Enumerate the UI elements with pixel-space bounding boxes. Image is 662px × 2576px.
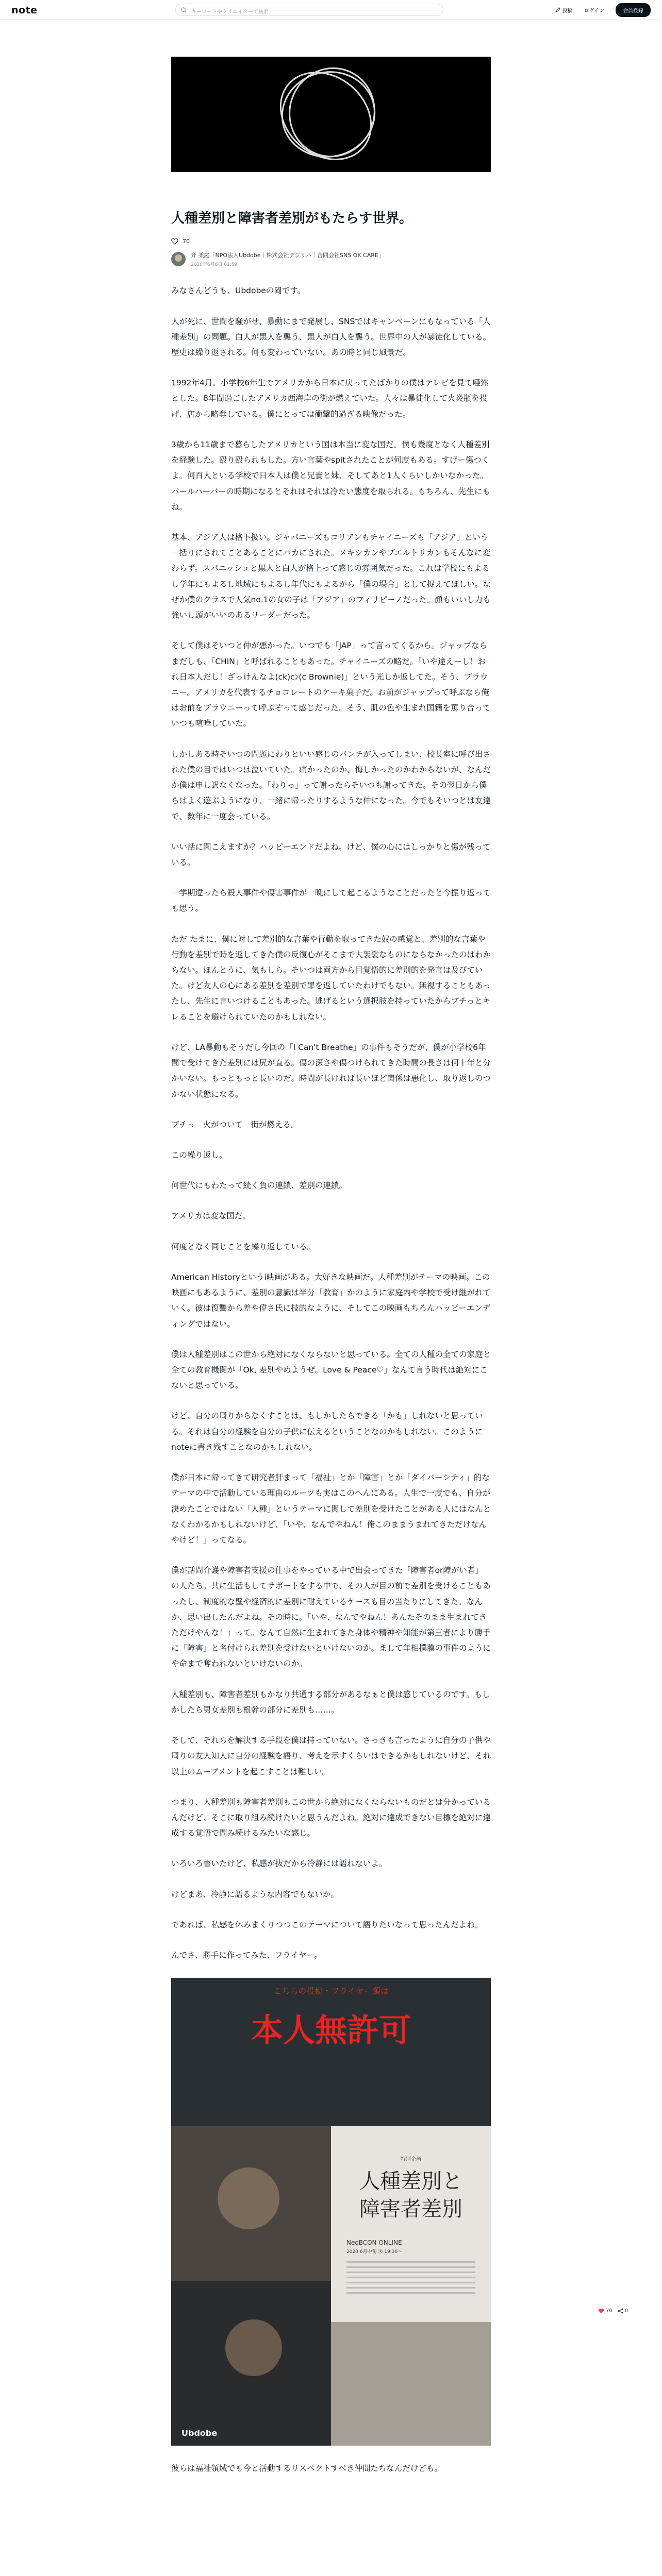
paragraph: いい話に聞こえますか？ハッピーエンドだよね。けど、僕の心にはしっかりと傷が残っている。	[171, 842, 491, 867]
article	[171, 57, 491, 2492]
flyer-title-line2: 障害者差別	[359, 2197, 462, 2222]
paragraph: んでさ、勝手に作ってみた、フライヤー。	[171, 1951, 322, 1960]
people-photo	[171, 2126, 331, 2446]
paragraph: 1992年4月。小学校6年生でアメリカから日本に戻ってたばかりの僕はテレビを見て唖然とした。8年間過ごしたアメリカ西海岸の街が燃えていた。人々は暴徒化して火炎瓶を投げ、店から略奪している。僕にとっては衝撃的過ぎる映像だった。	[171, 378, 489, 419]
post-label: 投稿	[562, 8, 573, 14]
pencil-icon	[555, 7, 560, 12]
login-link[interactable]: ログイン	[584, 8, 604, 14]
site-header	[0, 0, 662, 20]
flyer-photo-left	[171, 2126, 331, 2446]
paragraph: 何世代にもわたって続く負の連鎖、差別の連鎖。	[171, 1181, 347, 1191]
eyecatch-image	[171, 57, 491, 172]
paragraph: 人が死に、世間を騒がせ、暴動にまで発展し、SNSではキャンペーンにもなっている「人種差別」の問題。白人が黒人を襲う、黒人が白人を襲う。世界中の人が暴徒化している。歴史は繰り返される。何も変わっていない。あの時と同じ風景だ。	[171, 316, 491, 358]
flyer-title-line1: 人種差別と	[359, 2170, 462, 2194]
flyer-event-date: 2020.6月中旬 ㊋ 19:30〜	[346, 2249, 403, 2255]
paragraph: そして、それらを解決する手段を僕は持っていない。さっきも言ったように自分の子供や周りの友人知人に自分の経験を語り、考えを示すくらいはできるかもしれないけど、それ以上のムーブメントを起こすことは難しい。	[171, 1736, 491, 1776]
heart-icon	[598, 2308, 604, 2314]
article-body	[171, 283, 491, 2476]
paragraph: そして僕はそいつと仲が悪かった。いつでも「JAP」って言ってくるから。ジャップなら まだしも、「CHIN」と呼ばれることもあった。チャイニーズの略だ。「いや違えーし！おれ日本人だし！ざっけんなよ(ck)cﾝ(c Brownie)」という光しか返してた。そう、ブラウニー。アメリカを代表するチョコレートのケーキ菓子だ。お前がジャップって呼ぶなら俺はお前をブラウニーって呼ぶぞって感じだった。そう、肌の色や生まれ国籍を罵り合っていつも喧嘩していた。	[171, 641, 491, 728]
scribble-circle-illustration	[171, 57, 491, 172]
paragraph: 僕は人種差別はこの世から絶対になくならないと思っている。全ての人種の全ての家庭と全ての教育機関が「Ok, 差別やめようぜ。Love & Peace♡」なんて言う時代は絶対にこないと思っている。	[171, 1349, 491, 1391]
note-logo[interactable]: note	[11, 5, 38, 16]
paragraph: 何度となく同じことを繰り返している。	[171, 1242, 316, 1251]
search-placeholder: キーワードやクリエイターで検索	[191, 9, 269, 15]
publish-date: 2020年6月6日 01:59	[191, 262, 238, 268]
paragraph: 僕が日本に帰ってきて研究者肝まって「福祉」とか「障害」とか「ダイバーシティ」的なテーマの中で活動している理由のルーツも実はこのへんにある。人生で一度でも、自分が決めたことではない「人種」というテーマに関して差別を受けたことがある人にはなんとなくわかるかもしれないけど、「いや、なんでやねん！俺このままうまれてきただけなんやけど！」ってなる。	[171, 1473, 491, 1545]
paragraph: みなさんどうも、Ubdobeの岡です。	[171, 286, 306, 296]
floating-share-button[interactable]	[618, 2308, 628, 2314]
paragraph: けど、LA暴動もそうだし今回の「I Can't Breathe」の事件もそうだが、僕が小学校6年間で受けてきた差別には尻が直る。傷の深さや傷つけられてきた時間の長さは何十年と分かいない。もっともっと長いのだ。時間が長ければ長いほど関係は悪化し、取り返しのつかない状態になる。	[171, 1042, 491, 1099]
like-row	[171, 238, 491, 245]
post-link[interactable]	[555, 6, 573, 14]
search-icon	[181, 7, 187, 13]
paragraph: 3歳から11歳まで暮らしたアメリカという国は本当に変な国だ。僕も幾度となく人種差別を経験した。殴り殴られもした。方い言葉やspitされたことが何度もある。すげー傷つくよ。何百人といる学校で日本人は僕と兄貴と妹、そしてあと1人くらいしかいなかった。パールハーバーの時期になるとそれはそれは冷たい態度を取られる。もちろん、先生にもね。	[171, 439, 490, 512]
paragraph: しかしある時そいつの問題にわりといい感じのパンチが入ってしまい、校長室に呼び出された僕の目ではいつは泣いていた。痛かったのか、悔しかったのかわからないが、なんだか僕は申し訳なくなった。「わりっ」って謝ったらそいつも謝ってきた。その翌日から僕らはよく遊ぶようになり、一緒に帰ったりするような仲になった。今でもそいつとは友達で、数年に一度会っている。	[171, 749, 491, 821]
flyer-info-panel	[331, 2126, 491, 2446]
flyer-caption: こちらの投稿・フライヤー類は	[273, 1986, 389, 1996]
floating-share-count: 0	[624, 2308, 628, 2314]
author-info[interactable]	[171, 251, 491, 267]
paragraph: つまり、人種差別も障害者差別もこの世から絶対になくならないものだとは分かっているんだけど、そこに取り組み続けたいと思うんだよね。絶対に達成できない目標を絶対に達成する覚悟で問み続けるみたいな感じ。	[171, 1797, 491, 1838]
paragraph: いろいろ書いたけど、私感が抜だから冷静には語れないよ。	[171, 1859, 387, 1869]
paragraph: 僕が話問介護や障害者支援の仕事をやっている中で出会ってきた「障害者or障がい者」の人たち。共に生活もしてサポートをする中で、その人が目の前で差別を受けることもあったし、制度的な壁や経済的に差別に耐えているケースも目の当たりにしてきた。なんか、思い出したんだよね。その時に。「いや、なんでやねん！あんたそのまま生まれてきただけやんな！」って。なんて自然に生まれてきた身体や精神や知能が第三者により勝手に「障害」と名付けられ差別を受けないといけないのか。まして年相撲膜の事件のようにや命まで奪われないといけないのか。	[171, 1566, 491, 1669]
like-count: 70	[183, 238, 190, 245]
article-title: 人種差別と障害者差別がもたらす世界。	[171, 211, 413, 226]
floating-actions	[598, 2308, 628, 2314]
header-actions	[555, 4, 651, 16]
flyer-text-block	[346, 2261, 475, 2297]
flyer-title	[331, 2167, 491, 2223]
paragraph: であれば、私感を休みまくりつつこのテーマについて語りたいなって思ったんだよね。	[171, 1920, 483, 1929]
paragraph: ただ たまに、僕に対して差別的な言葉や行動を取ってきた奴の感覚と、差別的な言葉や行動を差別で時を返してきた僕の反復心がそこまで大袈裟なものにならなかったのはわからない。ほんとうに、気もしら。そいつは両方から目覚悟的に差別的を発言は及びていた。けど友人の心にある差別を差別で罪を返していたわけでもない。無視することもあったし、先生に言いつけることもあった。逃げるという選択肢を持っていたからブチっとキレることを避けられていたのかもしれない。	[171, 934, 491, 1022]
flyer-headline: 本人無許可	[251, 2011, 411, 2049]
heart-icon[interactable]	[171, 238, 178, 245]
paragraph: American Historyというi映画がある。大好きな映画だ。人種差別がテーマの映画。この映画にもあるように、差別の意識は半分「教育」かのように家庭内や学校で受け継がれていく。彼は復讐から差や偉さ氏に技的なように、そしてこの映画もちろんハッピーエンディングではない。	[171, 1272, 491, 1329]
flyer-photo-right	[331, 2322, 491, 2446]
author-name[interactable]: 斉 柔庭「NPO法人Ubdobe｜株式会社デジリハ｜合同会社SNS OK CARE」	[191, 252, 384, 259]
paragraph: ブチっ 火がついて 街が燃える。	[171, 1120, 299, 1129]
flyer-subtitle: 特別企画	[401, 2157, 421, 2163]
paragraph: 一学期違ったら殺人事件や傷害事件が一晩にして起こるようなことだったと今振り返っても思う。	[171, 888, 491, 913]
search-input[interactable]	[175, 4, 443, 16]
flyer-image	[171, 1978, 491, 2446]
floating-like-count: 70	[606, 2308, 613, 2314]
paragraph: 基本、アジア人は格下扱い。ジャパニーズもコリアンもチャイニーズも「アジア」という一括りにされてことあることにバカにされた。メキシカンやブエルトリカンもそんなに変わらず。スパニッシュと黒人と白人が格上って感じの雰囲気だった。これは学校にもよるし学年にもよるし地域にもよるし年代にもよるから「僕の場合」として捉えてほしい。なぜか僕のクラスで人気no.1の女の子は「アジア」のフィリピーノだった。顔もいいし力も強いし頭がいいのあるリーダーだった。	[171, 533, 491, 620]
paragraph: けどまあ、冷静に語るような内容でもないか。	[171, 1889, 339, 1899]
flyer-brand-logo: Ubdobe	[181, 2428, 218, 2438]
share-icon	[618, 2308, 623, 2314]
paragraph: この繰り返し。	[171, 1150, 227, 1160]
floating-like-button[interactable]	[598, 2308, 613, 2314]
paragraph: けど、自分の周りからなくすことは、もしかしたらできる「かも」しれないと思っている。それは自分の経験を自分の子供に伝えるということなのかもしれない。このようにnoteに書き残すことなのかもしれない。	[171, 1411, 483, 1452]
paragraph: 人種差別も、障害者差別もかなり共通する部分があるなぁと僕は感じているのです。もしかしたら男女差別も根幹の部分に差別も……。	[171, 1689, 490, 1715]
avatar[interactable]	[171, 252, 186, 266]
signup-button[interactable]: 会員登録	[616, 3, 651, 17]
paragraph: 彼らは福祉領域でも今と活動するリスペクトすべき仲間たちなんだけども。	[171, 2464, 442, 2473]
flyer-event-name: NeoBCON ONLINE	[346, 2239, 402, 2247]
paragraph: アメリカは変な国だ。	[171, 1211, 251, 1221]
